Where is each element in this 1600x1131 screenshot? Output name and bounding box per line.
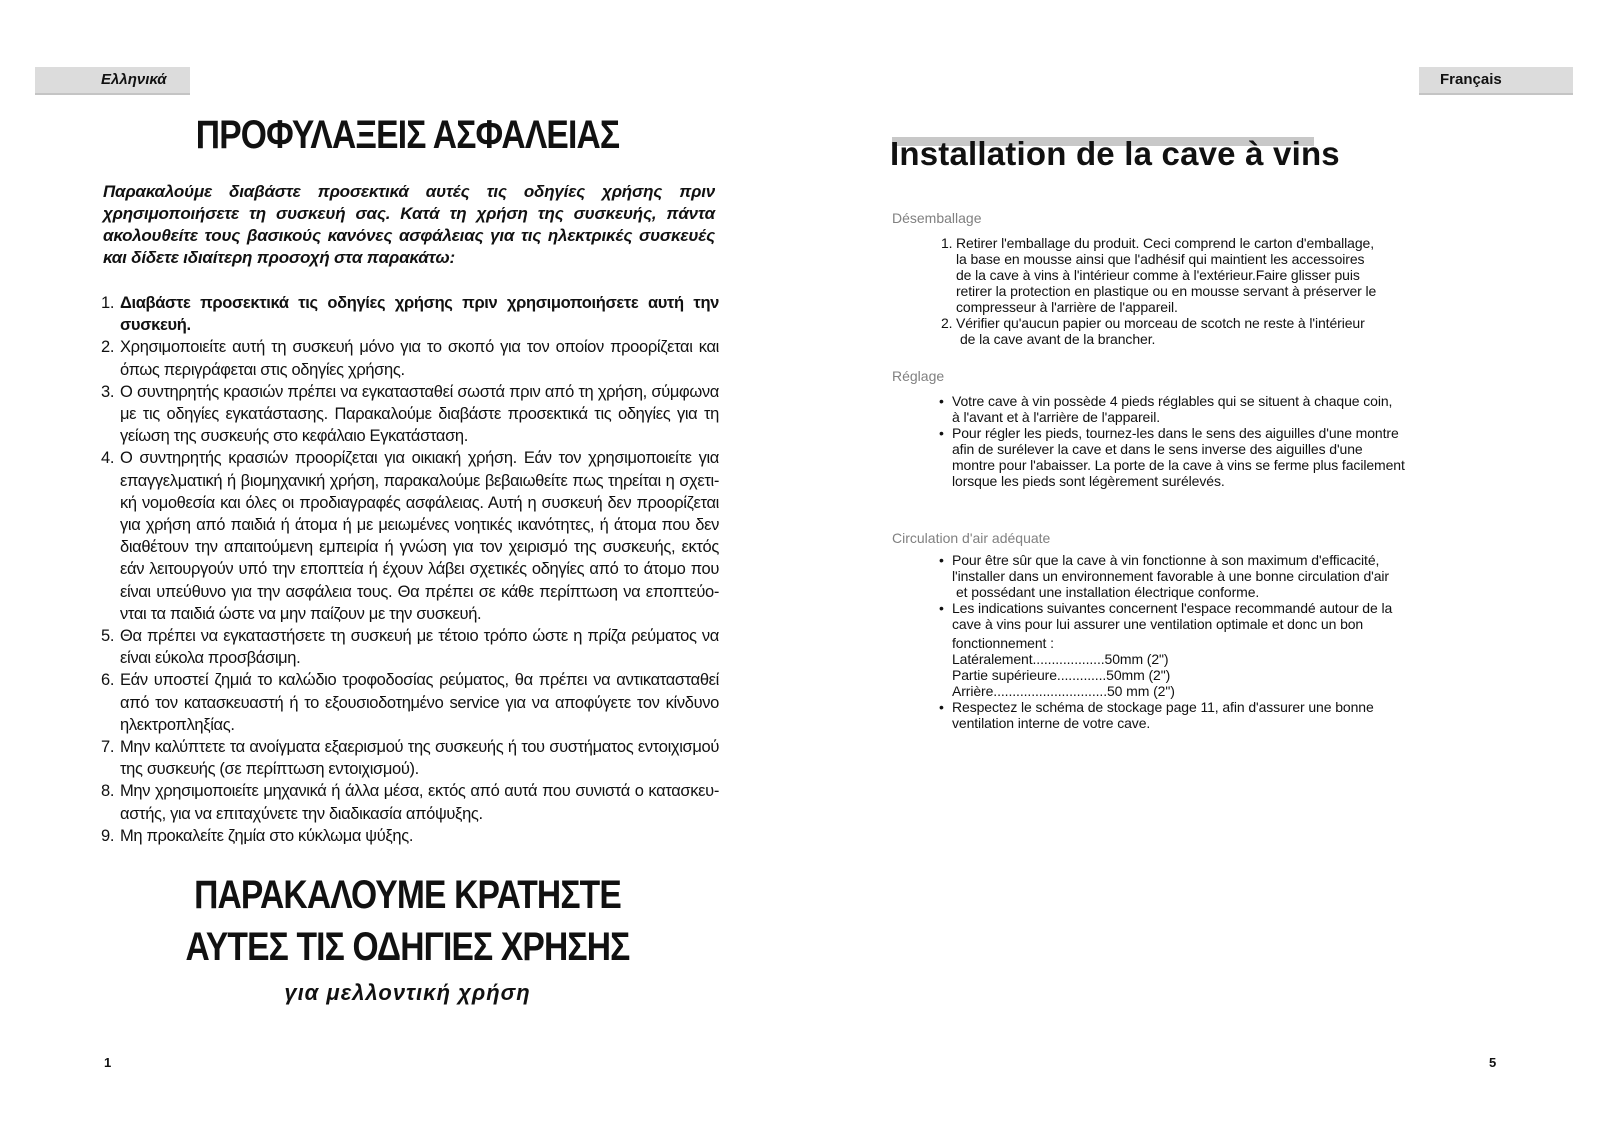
text-line: Arrière..............................50 mm (2") [952, 683, 1175, 699]
list-item [941, 315, 1376, 347]
page-number-right: 5 [1489, 1055, 1497, 1070]
greek-intro-paragraph: Παρακαλούμε διαβάστε προσεκτικά αυτές τις οδηγίες χρήσης πριν χρησιμοποιήσετε τη συσκευή σας. Κατά τη χρήση της συσκευής, πάντα ακολουθείτε τους βασικούς κανόνες ασφάλειας για τις ηλεκτρικές συσκευές και δίδετε ιδιαίτερη προσοχή στα παρακάτω: [103, 182, 715, 267]
list-item-text: Μην χρησιμοποιείτε μηχανικά ή άλλα μέσα, εκτός από αυτά που συνιστά ο κατασκευ-αστής, για να επιταχύνετε την διαδικασία απόψυξης. [120, 782, 719, 823]
keep-instructions-heading-line2: ΑΥΤΕΣ ΤΙΣ ΟΔΗΓΙΕΣ ΧΡΗΣΗΣ [185, 925, 630, 969]
text-line: fonctionnement : [952, 635, 1054, 651]
french-page-title: Installation de la cave à vins [890, 135, 1340, 172]
bullet-icon: • [939, 699, 944, 715]
list-item [101, 825, 719, 847]
list-item [939, 699, 1392, 731]
page-number-left: 1 [104, 1055, 112, 1070]
text-line: montre pour l'abaisser. La porte de la cave à vins se ferme plus facilement [952, 457, 1405, 473]
language-tab-greek: Ελληνικά [35, 67, 190, 95]
list-item [101, 736, 719, 780]
list-item-text: Χρησιμοποιείτε αυτή τη συσκευή μόνο για το σκοπό για τον οποίον προορίζεται και όπως περιγράφεται στις οδηγίες χρήσης. [120, 338, 719, 379]
list-item [101, 625, 719, 669]
text-line: Retirer l'emballage du produit. Ceci comprend le carton d'emballage, [956, 235, 1374, 251]
text-line: à l'avant et à l'arrière de l'appareil. [952, 409, 1161, 425]
text-line: retirer la protection en plastique ou en mousse servant à préserver le [956, 283, 1377, 299]
list-item [101, 447, 719, 625]
list-item [101, 381, 719, 448]
greek-page-title: ΠΡΟΦΥΛΑΞΕΙΣ ΑΣΦΑΛΕΙΑΣ [195, 113, 620, 157]
list-item [941, 235, 1376, 315]
list-item [939, 552, 1392, 600]
text-line: Vérifier qu'aucun papier ou morceau de scotch ne reste à l'intérieur [956, 315, 1365, 331]
list-item-number: 9. [101, 826, 115, 845]
list-item [939, 393, 1405, 425]
list-item-number: 7. [101, 738, 115, 757]
text-line: lorsque les pieds sont légèrement surélevés. [952, 473, 1225, 489]
text-line: Respectez le schéma de stockage page 11, afin d'assurer une bonne [952, 699, 1374, 715]
text-line: Latéralement...................50mm (2") [952, 651, 1169, 667]
list-item-text: Διαβάστε προσεκτικά τις οδηγίες χρήσης πριν χρησιμοποιήσετε αυτή την συσκευή. [120, 294, 719, 335]
list-item-number: 3. [101, 382, 115, 401]
text-line: Pour régler les pieds, tournez-les dans le sens des aiguilles d'une montre [952, 425, 1399, 441]
keep-instructions-subtitle: για μελλοντική χρήση [284, 980, 531, 1005]
list-item-number: 1. [101, 294, 115, 312]
text-line: Les indications suivantes concernent l'espace recommandé autour de la [952, 600, 1393, 616]
list-item-number: 8. [101, 782, 115, 801]
adjustment-list [939, 393, 1405, 489]
section-heading-unpacking: Désemballage [892, 210, 982, 226]
bullet-icon: • [939, 393, 944, 409]
bullet-icon: • [939, 552, 944, 568]
list-item-text: Ο συντηρητής κρασιών προορίζεται για οικιακή χρήση. Εάν τον χρησιμοποιείτε για επαγγελματική ή βιομηχανική χρήση, παρακαλούμε βεβαιωθείτε πως τηρείται η σχετι-κή νομοθεσία και όλες οι προδιαγραφές ασφάλειας. Αυτή η συσκευή δεν προορίζεται για χρήση από παιδιά ή άτομα ή με μειωμένες νοητικές ικανότητες, ή άτομα που δεν διαθέτουν την απαιτούμενη εμπειρία ή γνώση για τον χειρισμό της συσκευής, εκτός εάν λειτουργούν υπό την εποπτεία ή έχουν λάβει σχετικές οδηγίες από το άτομο που είναι υπεύθυνο για την ασφάλεια τους. Θα πρέπει σε κάθε περίπτωση να εποπτεύο-νται τα παιδιά ώστε να μην παίζουν με την συσκευή. [120, 449, 719, 623]
list-item-text: Μην καλύπτετε τα ανοίγματα εξαερισμού της συσκευής ή του συστήματος εντοιχισμού της συσκευής (σε περίπτωση εντοιχισμού). [120, 738, 719, 779]
list-item [101, 336, 719, 380]
text-line: ventilation interne de votre cave. [952, 715, 1151, 731]
list-item-number: 1. [941, 235, 953, 251]
list-item [101, 669, 719, 736]
list-item [939, 425, 1405, 489]
list-item-text: Μη προκαλείτε ζημία στο κύκλωμα ψύξης. [120, 826, 414, 845]
list-item-text: Θα πρέπει να εγκαταστήσετε τη συσκευή με τέτοιο τρόπο ώστε η πρίζα ρεύματος να είναι εύκολα προσβάσιμη. [120, 627, 719, 668]
text-line: et possédant une installation électrique conforme. [956, 584, 1260, 600]
text-line: afin de surélever la cave et dans le sens inverse des aiguilles d'une [952, 441, 1363, 457]
list-item [101, 292, 719, 336]
text-line: Partie supérieure.............50mm (2") [952, 667, 1171, 683]
bullet-icon: • [939, 425, 944, 441]
text-line: l'installer dans un environnement favorable à une bonne circulation d'air [952, 568, 1389, 584]
unpacking-list [941, 235, 1376, 347]
language-tab-french: Français [1419, 67, 1573, 95]
list-item-text: Ο συντηρητής κρασιών πρέπει να εγκατασταθεί σωστά πριν από τη χρήση, σύμφωνα με τις οδηγίες εγκατάστασης. Παρακαλούμε διαβάστε προσεκτικά τις οδηγίες για τη γείωση της συσκευής στο κεφάλαιο Εγκατάσταση. [120, 382, 719, 446]
greek-safety-list [101, 292, 719, 847]
list-item-number: 4. [101, 449, 115, 468]
air-circulation-list [939, 552, 1392, 731]
list-item-number: 5. [101, 627, 115, 646]
keep-instructions-heading-line1: ΠΑΡΑΚΑΛΟΥΜΕ ΚΡΑΤΗΣΤΕ [194, 873, 621, 917]
list-item-number: 2. [941, 315, 953, 331]
bullet-icon: • [939, 600, 944, 616]
text-line: Pour être sûr que la cave à vin fonctionne à son maximum d'efficacité, [952, 552, 1380, 568]
list-item [939, 600, 1392, 699]
section-heading-adjustment: Réglage [892, 368, 945, 384]
section-heading-air-circulation: Circulation d'air adéquate [892, 530, 1051, 546]
list-item-number: 2. [101, 338, 115, 357]
text-line: cave à vins pour lui assurer une ventilation optimale et donc un bon [952, 616, 1364, 632]
text-line: la base en mousse ainsi que l'adhésif qui maintient les accessoires [956, 251, 1365, 267]
list-item-text: Εάν υποστεί ζημιά το καλώδιο τροφοδοσίας ρεύματος, θα πρέπει να αντικατασταθεί από τον κατασκευαστή ή το εξουσιοδοτημένο service για να αποφύγετε τον κίνδυνο ηλεκτροπληξίας. [120, 671, 719, 734]
text-line: compresseur à l'arrière de l'appareil. [956, 299, 1178, 315]
text-line: de la cave à vins à l'intérieur comme à l'extérieur.Faire glisser puis [956, 267, 1360, 283]
list-item-number: 6. [101, 671, 115, 690]
list-item [101, 780, 719, 824]
text-line: de la cave avant de la brancher. [960, 331, 1156, 347]
text-line: Votre cave à vin possède 4 pieds réglables qui se situent à chaque coin, [952, 393, 1393, 409]
